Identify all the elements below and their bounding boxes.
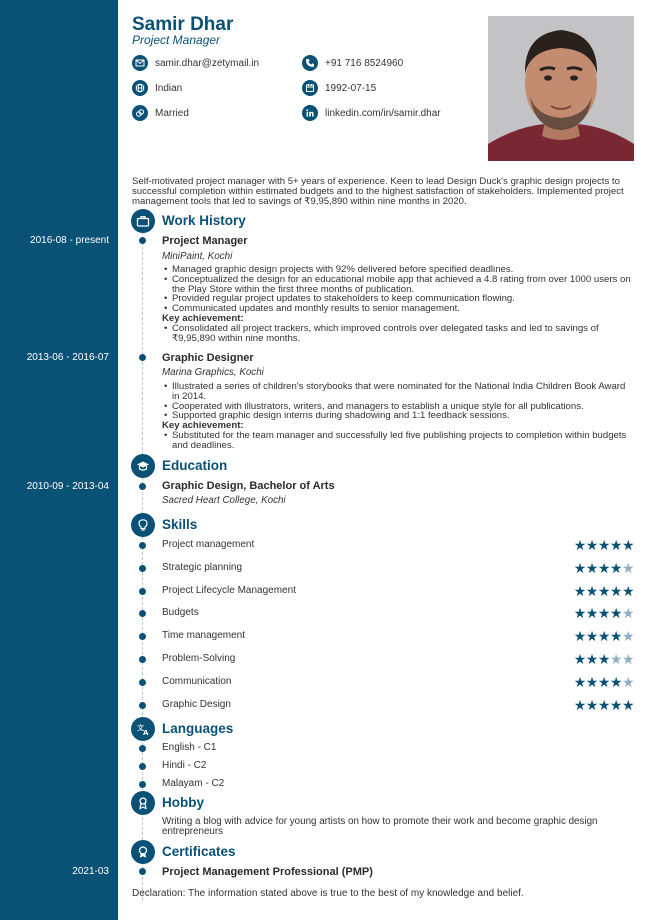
- marital-text: Married: [155, 107, 189, 119]
- job-bullets-2: [162, 382, 632, 451]
- certificate-date: 2021-03: [72, 866, 109, 877]
- star-filled-icon: ★: [573, 628, 586, 644]
- timeline-dot: [139, 237, 146, 244]
- timeline-dot: [139, 781, 146, 788]
- timeline-dot: [139, 763, 146, 770]
- section-title-languages: Languages: [162, 721, 234, 736]
- list-item: • Managed graphic design projects with 92% delivered before specified deadlines.: [162, 265, 632, 275]
- timeline-dot: [139, 702, 146, 709]
- list-item: • Supported graphic design interns during shadowing and 1:1 feedback sessions.: [162, 411, 632, 421]
- star-filled-icon: ★: [609, 628, 622, 644]
- star-empty-icon: ★: [621, 674, 634, 690]
- star-filled-icon: ★: [609, 537, 622, 553]
- skill-rating-stars: [574, 698, 634, 712]
- star-filled-icon: ★: [609, 697, 622, 713]
- star-filled-icon: ★: [573, 651, 586, 667]
- email-text: samir.dhar@zetymail.in: [155, 57, 260, 69]
- rings-icon: [132, 105, 148, 121]
- skill-name: Problem-Solving: [162, 653, 236, 664]
- star-filled-icon: ★: [585, 560, 598, 576]
- timeline-dot: [139, 679, 146, 686]
- timeline-dot: [139, 565, 146, 572]
- dob-text: 1992-07-15: [325, 82, 377, 94]
- job-company-1: MiniPaint, Kochi: [162, 251, 233, 262]
- star-filled-icon: ★: [597, 651, 610, 667]
- star-empty-icon: ★: [621, 560, 634, 576]
- globe-icon: [132, 80, 148, 96]
- skill-name: Strategic planning: [162, 562, 243, 573]
- star-filled-icon: ★: [585, 605, 598, 621]
- section-title-education: Education: [162, 458, 228, 473]
- certificate-icon: [131, 840, 155, 864]
- star-filled-icon: ★: [597, 697, 610, 713]
- hobby-icon: [131, 791, 155, 815]
- skill-rating-stars: [574, 675, 634, 689]
- contact-nationality: [132, 80, 182, 96]
- lightbulb-icon: [131, 513, 155, 537]
- list-item: • Conceptualized the design for an educational mobile app that achieved a 4.8 rating from over 1000 users on the Play Store within the first three months of publication.: [162, 275, 632, 295]
- svg-text:文: 文: [137, 724, 144, 732]
- skill-rating-stars: [574, 538, 634, 552]
- candidate-name: Samir Dhar: [132, 14, 234, 35]
- education-school: Sacred Heart College, Kochi: [162, 495, 286, 506]
- linkedin-text: linkedin.com/in/samir.dhar: [325, 107, 441, 119]
- skill-name: Budgets: [162, 607, 199, 618]
- list-item: • Consolidated all project trackers, which improved controls over delegated tasks and led to savings of ₹9,95,890 within nine months.: [162, 324, 632, 344]
- job-company-2: Marina Graphics, Kochi: [162, 367, 264, 378]
- star-filled-icon: ★: [573, 674, 586, 690]
- skill-rating-stars: [574, 652, 634, 666]
- profile-summary: Self-motivated project manager with 5+ years of experience. Keen to lead Design Duck's graphic design projects to successful completion within estimated budgets and to the highest satisfaction of stakeholders. Implemented project management tools that led to savings of ₹9,95,890 within nine months in 2020.: [132, 176, 624, 207]
- phone-text: +91 716 8524960: [325, 57, 404, 69]
- star-filled-icon: ★: [585, 697, 598, 713]
- declaration: Declaration: The information stated above is true to the best of my knowledge and belief.: [132, 888, 524, 899]
- contact-email[interactable]: [132, 55, 259, 71]
- timeline-dot: [139, 633, 146, 640]
- job-title-1: Project Manager: [162, 235, 248, 247]
- star-filled-icon: ★: [597, 560, 610, 576]
- star-filled-icon: ★: [585, 583, 598, 599]
- section-title-hobby: Hobby: [162, 795, 204, 810]
- timeline-dot: [139, 542, 146, 549]
- section-title-skills: Skills: [162, 517, 198, 532]
- timeline-dot: [139, 588, 146, 595]
- linkedin-icon: [302, 105, 318, 121]
- section-title-certificates: Certificates: [162, 844, 236, 859]
- profile-photo: [488, 16, 634, 161]
- list-item: • Communicated updates and monthly results to senior management.: [162, 304, 632, 314]
- email-icon: [132, 55, 148, 71]
- list-item: • Cooperated with illustrators, writers, and managers to establish a unique style for all publications.: [162, 402, 632, 412]
- key-achievement-label: Key achievement:: [162, 420, 244, 432]
- star-filled-icon: ★: [573, 583, 586, 599]
- star-filled-icon: ★: [573, 697, 586, 713]
- star-empty-icon: ★: [621, 651, 634, 667]
- skill-name: Communication: [162, 676, 232, 687]
- star-empty-icon: ★: [621, 605, 634, 621]
- star-filled-icon: ★: [609, 560, 622, 576]
- hobby-text: Writing a blog with advice for young artists on how to promote their work and become graphic design entrepreneurs: [162, 816, 598, 837]
- phone-icon: [302, 55, 318, 71]
- star-filled-icon: ★: [609, 674, 622, 690]
- language-item: English - C1: [162, 742, 217, 753]
- star-filled-icon: ★: [609, 583, 622, 599]
- certificate-name: Project Management Professional (PMP): [162, 866, 373, 878]
- list-item: • Substituted for the team manager and successfully led five publishing projects to completion within budgets and deadlines.: [162, 431, 632, 451]
- star-filled-icon: ★: [573, 560, 586, 576]
- star-filled-icon: ★: [597, 628, 610, 644]
- contact-marital: [132, 105, 189, 121]
- contact-dob: [302, 80, 376, 96]
- language-item: Malayam - C2: [162, 778, 225, 789]
- sidebar: [0, 0, 118, 920]
- star-filled-icon: ★: [597, 674, 610, 690]
- star-filled-icon: ★: [621, 537, 634, 553]
- skill-rating-stars: [574, 561, 634, 575]
- candidate-title: Project Manager: [132, 33, 221, 47]
- work-date-2: 2013-06 - 2016-07: [26, 352, 109, 363]
- svg-text:A: A: [143, 729, 149, 736]
- briefcase-icon: [131, 209, 155, 233]
- star-filled-icon: ★: [585, 537, 598, 553]
- star-filled-icon: ★: [597, 583, 610, 599]
- work-date-1: 2016-08 - present: [30, 235, 109, 246]
- star-filled-icon: ★: [597, 537, 610, 553]
- timeline-dot: [139, 483, 146, 490]
- calendar-icon: [302, 80, 318, 96]
- language-item: Hindi - C2: [162, 760, 207, 771]
- education-date: 2010-09 - 2013-04: [26, 481, 109, 492]
- section-title-work: Work History: [162, 213, 246, 228]
- star-filled-icon: ★: [621, 583, 634, 599]
- star-filled-icon: ★: [621, 697, 634, 713]
- list-item: • Illustrated a series of children's storybooks that were nominated for the National India Children Book Award in 2014.: [162, 382, 632, 402]
- skill-name: Project management: [162, 539, 255, 550]
- timeline-dot: [139, 868, 146, 875]
- skill-name: Project Lifecycle Management: [162, 585, 296, 596]
- star-filled-icon: ★: [609, 605, 622, 621]
- star-filled-icon: ★: [585, 628, 598, 644]
- translate-icon: [131, 717, 155, 741]
- resume-main: [118, 0, 650, 920]
- star-filled-icon: ★: [573, 605, 586, 621]
- graduation-cap-icon: [131, 454, 155, 478]
- job-title-2: Graphic Designer: [162, 352, 254, 364]
- skill-rating-stars: [574, 606, 634, 620]
- contact-linkedin[interactable]: [302, 105, 441, 121]
- education-degree: Graphic Design, Bachelor of Arts: [162, 480, 335, 492]
- timeline-dot: [139, 610, 146, 617]
- job-bullets-1: [162, 265, 632, 343]
- timeline-dot: [139, 656, 146, 663]
- nationality-text: Indian: [155, 82, 183, 94]
- star-filled-icon: ★: [585, 651, 598, 667]
- skill-rating-stars: [574, 584, 634, 598]
- skill-rating-stars: [574, 629, 634, 643]
- skill-name: Time management: [162, 630, 245, 641]
- star-empty-icon: ★: [609, 651, 622, 667]
- star-empty-icon: ★: [621, 628, 634, 644]
- skill-name: Graphic Design: [162, 699, 231, 710]
- star-filled-icon: ★: [585, 674, 598, 690]
- key-achievement-label: Key achievement:: [162, 312, 244, 324]
- contact-phone[interactable]: [302, 55, 403, 71]
- timeline-dot: [139, 354, 146, 361]
- star-filled-icon: ★: [573, 537, 586, 553]
- timeline-dot: [139, 745, 146, 752]
- star-filled-icon: ★: [597, 605, 610, 621]
- list-item: • Provided regular project updates to stakeholders to keep communication flowing.: [162, 294, 632, 304]
